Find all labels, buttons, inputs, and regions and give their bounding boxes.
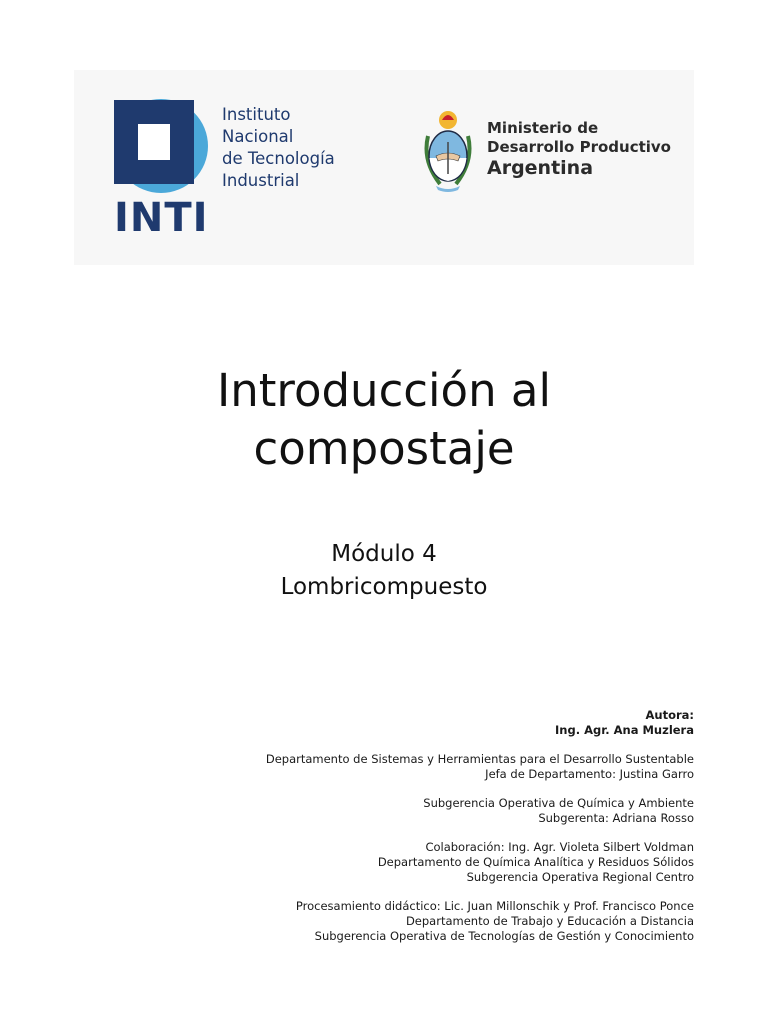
credit-line: Subgerencia Operativa de Tecnologías de Gestión y Conocimiento (314, 929, 694, 943)
inti-wordmark: INTI (114, 195, 209, 241)
ministry-name (487, 119, 671, 180)
inti-square-icon (106, 98, 210, 198)
credit-line: Departamento de Química Analítica y Residuos Sólidos (377, 855, 694, 869)
credit-line: Procesamiento didáctico: Lic. Juan Millonschik y Prof. Francisco Ponce (295, 899, 694, 913)
author-block (134, 708, 694, 738)
document-title (0, 362, 768, 478)
argentina-coat-of-arms-icon (420, 106, 476, 192)
inti-logo (106, 98, 210, 240)
subgerencia-block (134, 796, 694, 826)
ministry-country: Argentina (487, 157, 594, 179)
credits (134, 708, 694, 958)
collaboration-block (134, 840, 694, 885)
author-label: Autora: (645, 708, 694, 722)
author-name: Ing. Agr. Ana Muzlera (555, 723, 694, 737)
credit-line: Subgerenta: Adriana Rosso (538, 811, 694, 825)
ministry-line: Desarrollo Productivo (487, 138, 671, 156)
title-line: compostaje (253, 422, 515, 475)
module-subtitle (0, 538, 768, 604)
didactic-block (134, 899, 694, 944)
inti-name-line: Nacional (222, 127, 294, 146)
module-number: Módulo 4 (331, 541, 437, 567)
inti-full-name (222, 104, 392, 192)
module-name: Lombricompuesto (280, 574, 488, 600)
inti-name-line: Instituto (222, 105, 291, 124)
inti-name-line: de Tecnología (222, 149, 335, 168)
credit-line: Subgerencia Operativa Regional Centro (466, 870, 694, 884)
title-line: Introducción al (217, 364, 551, 417)
credit-line: Jefa de Departamento: Justina Garro (485, 767, 694, 781)
credit-line: Colaboración: Ing. Agr. Violeta Silbert Voldman (425, 840, 694, 854)
ministry-logo (420, 106, 690, 196)
credit-line: Subgerencia Operativa de Química y Ambiente (423, 796, 694, 810)
credit-line: Departamento de Sistemas y Herramientas para el Desarrollo Sustentable (265, 752, 694, 766)
ministry-line: Ministerio de (487, 119, 599, 137)
department-block (134, 752, 694, 782)
credit-line: Departamento de Trabajo y Educación a Distancia (405, 914, 694, 928)
inti-name-line: Industrial (222, 171, 300, 190)
